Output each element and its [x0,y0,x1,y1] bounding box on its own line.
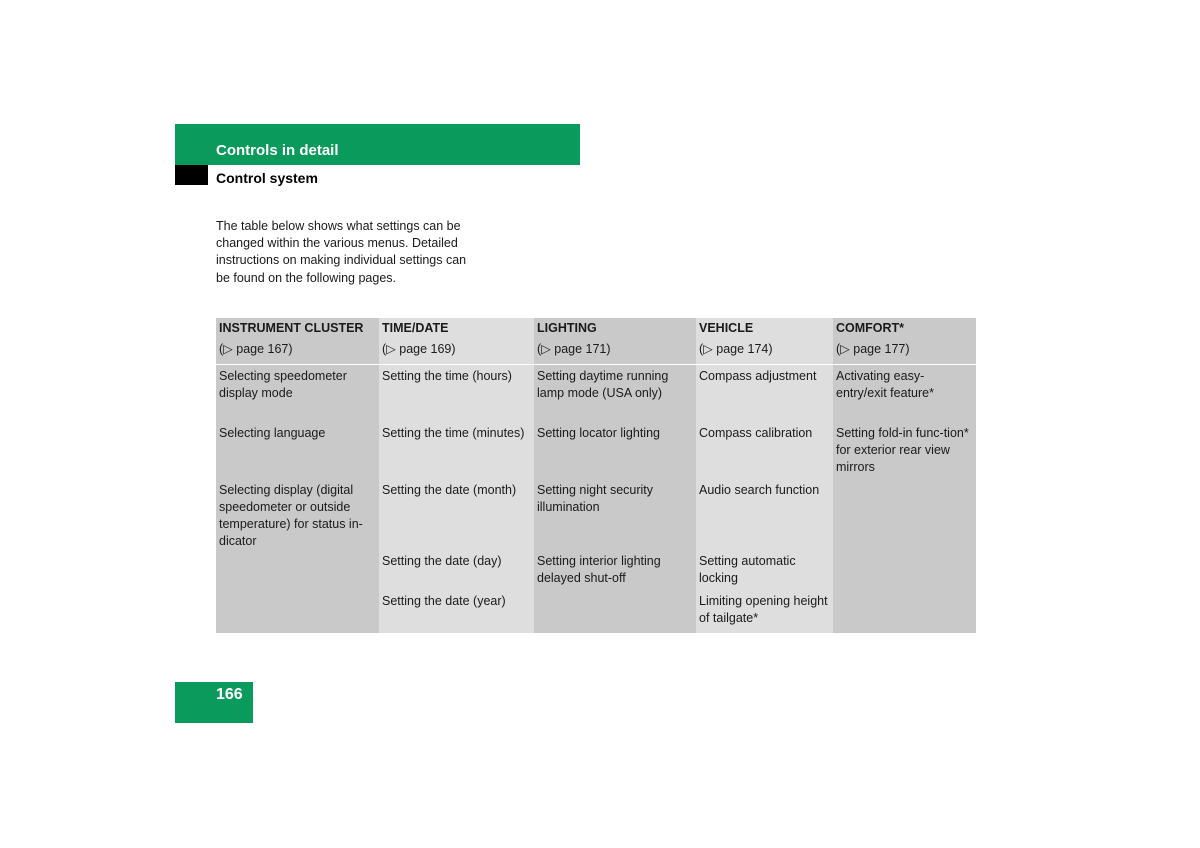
table-cell: Setting locator lighting [534,422,696,479]
table-cell: Setting the time (hours) [379,365,534,423]
table-cell: Setting the date (year) [379,593,534,633]
table-cell [833,593,976,633]
table-cell: Selecting language [216,422,379,479]
table-row [216,593,976,633]
table-page-ref-row [216,341,976,365]
table-cell: Selecting display (digital speedometer or outside temperature) for status in-dicator [216,479,379,553]
column-title-comfort: COMFORT* [833,318,976,341]
table-cell: Setting interior lighting delayed shut-off [534,553,696,593]
table-cell: Activating easy-entry/exit feature* [833,365,976,423]
page-ref-comfort: (▷ page 177) [833,341,976,365]
table-cell: Setting the date (month) [379,479,534,553]
table-row [216,553,976,593]
table-cell: Setting automatic locking [696,553,833,593]
menu-settings-table [216,318,976,633]
table-cell [216,553,379,593]
table-cell: Setting daytime running lamp mode (USA only) [534,365,696,423]
table-cell: Setting the time (minutes) [379,422,534,479]
table-header-row [216,318,976,341]
table-cell [833,553,976,593]
intro-paragraph: The table below shows what settings can be changed within the various menus. Detailed instructions on making individual settings can be found on the following pages. [216,219,467,285]
subsection-title: Control system [216,170,318,186]
table-row [216,422,976,479]
table-cell: Setting night security illumination [534,479,696,553]
table-cell: Setting fold-in func-tion* for exterior rear view mirrors [833,422,976,479]
table-cell [216,593,379,633]
column-title-instrument-cluster: INSTRUMENT CLUSTER [216,318,379,341]
column-title-time-date: TIME/DATE [379,318,534,341]
table-row [216,365,976,423]
table-cell: Audio search function [696,479,833,553]
table-cell: Selecting speedometer display mode [216,365,379,423]
table-cell: Compass adjustment [696,365,833,423]
page-ref-instrument-cluster: (▷ page 167) [216,341,379,365]
subsection-marker [175,165,208,185]
table-cell: Compass calibration [696,422,833,479]
column-title-lighting: LIGHTING [534,318,696,341]
table-cell [534,593,696,633]
page-ref-vehicle: (▷ page 174) [696,341,833,365]
section-title: Controls in detail [216,142,339,159]
page-number: 166 [216,686,243,703]
page-ref-lighting: (▷ page 171) [534,341,696,365]
table-cell: Limiting opening height of tailgate* [696,593,833,633]
table-cell: Setting the date (day) [379,553,534,593]
table-row [216,479,976,553]
column-title-vehicle: VEHICLE [696,318,833,341]
page-ref-time-date: (▷ page 169) [379,341,534,365]
table-cell [833,479,976,553]
